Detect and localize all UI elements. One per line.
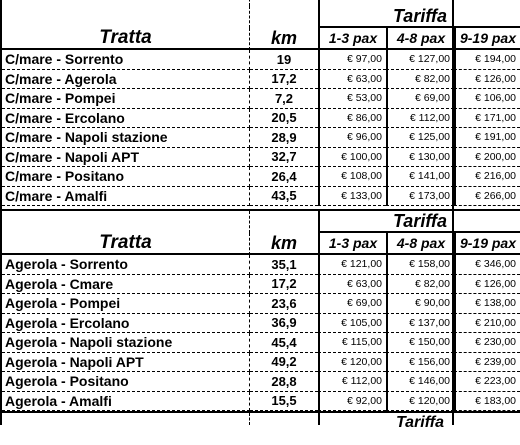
- price-cell: € 194,00: [454, 50, 520, 70]
- route-km: 23,6: [250, 294, 318, 314]
- route-name: Agerola - Cmare: [2, 275, 250, 295]
- km-header: km: [250, 28, 318, 50]
- price-cell: € 173,00: [386, 187, 454, 207]
- price-cell: € 82,00: [386, 70, 454, 90]
- price-cell: € 150,00: [386, 333, 454, 353]
- price-cell: € 133,00: [318, 187, 386, 207]
- pax-header-3: 9-19 pax: [454, 233, 520, 255]
- price-cell: € 96,00: [318, 128, 386, 148]
- price-cell: € 63,00: [318, 275, 386, 295]
- route-name: Agerola - Amalfi: [2, 392, 250, 412]
- price-cell: € 97,00: [318, 50, 386, 70]
- route-km: 28,8: [250, 372, 318, 392]
- price-cell: € 210,00: [454, 314, 520, 334]
- route-km: 49,2: [250, 353, 318, 373]
- tariffa-footer: Tariffa: [318, 413, 520, 425]
- price-cell: € 63,00: [318, 70, 386, 90]
- tariffa-header: Tariffa: [318, 211, 520, 233]
- bottom-strip-name: [2, 413, 250, 425]
- price-cell: € 171,00: [454, 109, 520, 129]
- route-km: 15,5: [250, 392, 318, 412]
- route-km: 20,5: [250, 109, 318, 129]
- route-km: 32,7: [250, 148, 318, 168]
- price-cell: € 100,00: [318, 148, 386, 168]
- price-cell: € 266,00: [454, 187, 520, 207]
- route-km: 45,4: [250, 333, 318, 353]
- price-cell: € 239,00: [454, 353, 520, 373]
- price-cell: € 120,00: [386, 392, 454, 412]
- route-km: 17,2: [250, 275, 318, 295]
- route-km: 43,5: [250, 187, 318, 207]
- route-km: 28,9: [250, 128, 318, 148]
- price-cell: € 120,00: [318, 353, 386, 373]
- route-km: 35,1: [250, 255, 318, 275]
- price-cell: € 112,00: [386, 109, 454, 129]
- km-header: km: [250, 233, 318, 255]
- pax-header-1: 1-3 pax: [318, 28, 386, 50]
- route-km: 17,2: [250, 70, 318, 90]
- price-cell: € 137,00: [386, 314, 454, 334]
- price-cell: € 108,00: [318, 167, 386, 187]
- price-cell: € 141,00: [386, 167, 454, 187]
- route-km: 36,9: [250, 314, 318, 334]
- bottom-strip-km: [250, 413, 318, 425]
- header-blank-name: [2, 6, 250, 28]
- route-name: Agerola - Napoli APT: [2, 353, 250, 373]
- price-cell: € 112,00: [318, 372, 386, 392]
- pax-header-1: 1-3 pax: [318, 233, 386, 255]
- price-cell: € 183,00: [454, 392, 520, 412]
- price-cell: € 125,00: [386, 128, 454, 148]
- route-km: 19: [250, 50, 318, 70]
- price-cell: € 92,00: [318, 392, 386, 412]
- price-cell: € 90,00: [386, 294, 454, 314]
- route-name: C/mare - Napoli stazione: [2, 128, 250, 148]
- price-cell: € 216,00: [454, 167, 520, 187]
- price-cell: € 156,00: [386, 353, 454, 373]
- price-cell: € 121,00: [318, 255, 386, 275]
- route-name: Agerola - Pompei: [2, 294, 250, 314]
- route-km: 26,4: [250, 167, 318, 187]
- route-name: C/mare - Positano: [2, 167, 250, 187]
- tariffa-header: Tariffa: [318, 6, 520, 28]
- route-name: Agerola - Positano: [2, 372, 250, 392]
- header-blank-name: [2, 211, 250, 233]
- route-km: 7,2: [250, 89, 318, 109]
- header-blank-km: [250, 6, 318, 28]
- price-cell: € 126,00: [454, 275, 520, 295]
- price-cell: € 346,00: [454, 255, 520, 275]
- route-name: C/mare - Pompei: [2, 89, 250, 109]
- pax-header-3: 9-19 pax: [454, 28, 520, 50]
- price-cell: € 130,00: [386, 148, 454, 168]
- price-cell: € 86,00: [318, 109, 386, 129]
- price-cell: € 127,00: [386, 50, 454, 70]
- route-name: Agerola - Ercolano: [2, 314, 250, 334]
- route-name: C/mare - Agerola: [2, 70, 250, 90]
- route-name: C/mare - Napoli APT: [2, 148, 250, 168]
- pax-header-2: 4-8 pax: [386, 233, 454, 255]
- route-name: C/mare - Sorrento: [2, 50, 250, 70]
- price-cell: € 191,00: [454, 128, 520, 148]
- price-cell: € 230,00: [454, 333, 520, 353]
- price-cell: € 69,00: [318, 294, 386, 314]
- route-name: C/mare - Ercolano: [2, 109, 250, 129]
- price-cell: € 53,00: [318, 89, 386, 109]
- route-name: Agerola - Napoli stazione: [2, 333, 250, 353]
- price-cell: € 158,00: [386, 255, 454, 275]
- price-cell: € 82,00: [386, 275, 454, 295]
- price-cell: € 223,00: [454, 372, 520, 392]
- route-name: Agerola - Sorrento: [2, 255, 250, 275]
- tratta-header: Tratta: [2, 28, 250, 50]
- pax-header-2: 4-8 pax: [386, 28, 454, 50]
- route-name: C/mare - Amalfi: [2, 187, 250, 207]
- price-cell: € 115,00: [318, 333, 386, 353]
- price-cell: € 138,00: [454, 294, 520, 314]
- price-cell: € 146,00: [386, 372, 454, 392]
- price-cell: € 200,00: [454, 148, 520, 168]
- price-cell: € 105,00: [318, 314, 386, 334]
- price-cell: € 126,00: [454, 70, 520, 90]
- price-cell: € 69,00: [386, 89, 454, 109]
- header-blank-km: [250, 211, 318, 233]
- tratta-header: Tratta: [2, 233, 250, 255]
- price-cell: € 106,00: [454, 89, 520, 109]
